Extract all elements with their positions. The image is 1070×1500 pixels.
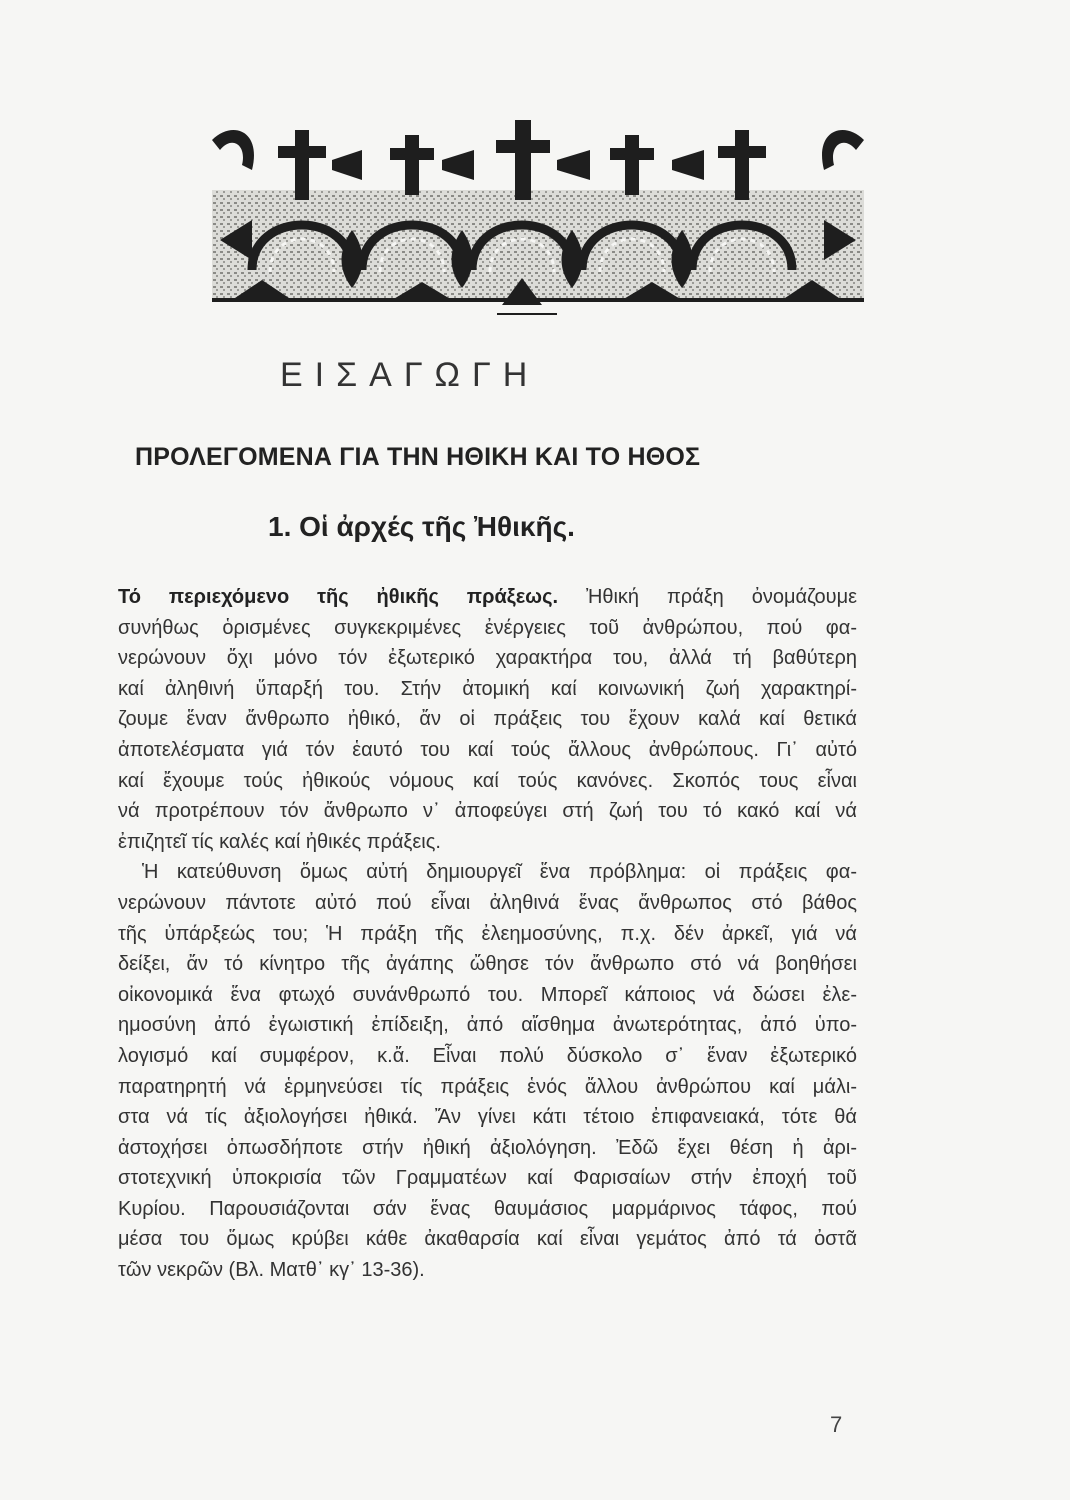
paragraph-line: ημοσύνη ἀπό ἐγωιστική ἐπίδειξη, ἀπό αἴσθημα ἀνωτερότητας, ἀπό ὑπο- [118,1014,857,1037]
paragraph-line: καί ἀληθινή ὕπαρξή του. Στήν ἀτομική καί κοινωνική ζωή χαρακτηρί- [118,677,857,700]
paragraph-line [118,582,857,613]
chapter-title: ΕΙΣΑΓΩΓΗ [280,356,540,394]
paragraph-lead: Τό περιεχόμενο τῆς ἠθικῆς πράξεως. [118,586,559,608]
paragraph-line: συνήθως ὁρισμένες συγκεκριμένες ἐνέργειες τοῦ ἀνθρώπου, πού φα- [118,616,857,639]
byzantine-ornament-header [212,110,864,315]
paragraph-line: καί ἔχουμε τούς ἠθικούς νόμους καί τούς κανόνες. Σκοπός τους εἶναι [118,769,857,792]
paragraph-line: στοτεχνική ὑποκρισία τῶν Γραμματέων καί Φαρισαίων στήν ἐποχή τοῦ [118,1167,857,1190]
body-text [118,582,858,1286]
paragraph-line: ζουμε ἕναν ἄνθρωπο ἠθικό, ἄν οἱ πράξεις του ἔχουν καλά καί θετικά [118,708,857,731]
paragraph-line: λογισμό καί συμφέρον, κ.ἄ. Εἶναι πολύ δύσκολο σ᾽ ἕναν ἐξωτερικό [118,1044,857,1067]
paragraph-line: Κυρίου. Παρουσιάζονται σάν ἕνας θαυμάσιος μαρμάρινος τάφος, πού [118,1197,857,1220]
paragraph-line: τῶν νεκρῶν (Βλ. Ματθ᾽ κγ᾽ 13-36). [118,1259,425,1282]
paragraph-line: ἀποτελέσματα γιά τόν ἑαυτό του καί τούς ἄλλους ἀνθρώπους. Γι᾽ αὐτό [118,738,857,761]
paragraph-line: οἰκονομικά ἕνα φτωχό συνάνθρωπό του. Μπορεῖ κάποιος νά δώσει ἐλε- [118,983,857,1006]
paragraph-line: Ἡ κατεύθυνση ὅμως αὐτή δημιουργεῖ ἕνα πρόβλημα: οἱ πράξεις φα- [142,861,857,884]
section-title: ΠΡΟΛΕΓΟΜΕΝΑ ΓΙΑ ΤΗΝ ΗΘΙΚΗ ΚΑΙ ΤΟ ΗΘΟΣ [135,443,701,471]
paragraph-line: δείξει, ἄν τό κίνητρο τῆς ἀγάπης ὤθησε τόν ἄνθρωπο στό νά βοηθήσει [118,953,857,976]
paragraph-line: νά προτρέπουν τόν ἄνθρωπο ν᾽ ἀποφεύγει στή ζωή του τό κακό καί νά [118,800,857,823]
paragraph-line: νερώνουν πάντοτε αὐτό πού εἶναι ἀληθινά ἕνας ἄνθρωπος στό βάθος [118,891,857,914]
paragraph-line: τῆς ὑπάρξεώς του; Ἡ πράξη τῆς ἐλεημοσύνης, π.χ. δέν ἀρκεῖ, γιά νά [118,922,857,945]
paragraph-line: στα νά τίς ἀξιολογήσει ἠθικά. Ἄν γίνει κάτι τέτοιο ἐπιφανειακά, τότε θά [118,1106,857,1129]
paragraph-text: Ἠθική πράξη ὀνομάζουμε [585,586,858,608]
paragraph-line: παρατηρητή νά ἑρμηνεύσει τίς πράξεις ἑνός ἄλλου ἀνθρώπου καί μάλι- [118,1075,857,1098]
subsection-title: 1. Οἱ ἀρχές τῆς Ἠθικῆς. [268,511,575,542]
paragraph-line: νερώνουν ὄχι μόνο τόν ἐξωτερικό χαρακτήρα του, ἀλλά τή βαθύτερη [118,647,857,670]
paragraph-line: ἐπιζητεῖ τίς καλές καί ἠθικές πράξεις. [118,830,441,853]
paragraph-line: ἀστοχήσει ὁπωσδήποτε στήν ἠθική ἀξιολόγηση. Ἐδῶ ἔχει θέση ἡ ἀρι- [118,1136,857,1159]
page-number: 7 [830,1412,843,1437]
paragraph-line: μέσα του ὅμως κρύβει κάθε ἀκαθαρσία καί εἶναι γεμάτος ἀπό τά ὀστᾶ [118,1228,857,1251]
